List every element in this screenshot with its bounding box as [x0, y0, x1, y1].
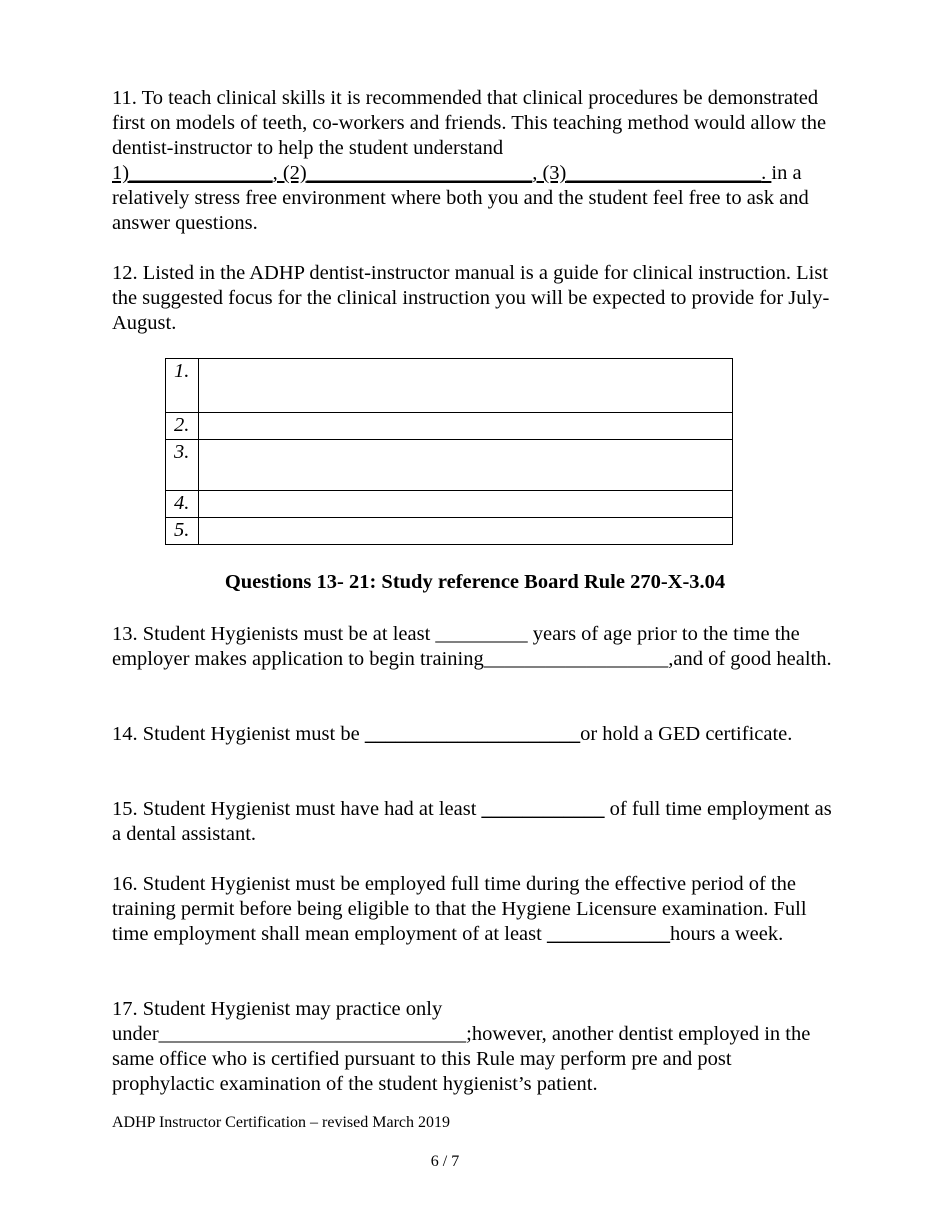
question-15: [112, 797, 832, 847]
row-number: 3.: [166, 440, 199, 491]
q13-text: 13. Student Hygienists must be at least _________ years of age prior to the time the employer makes application to begin training__________________,and of good health.: [112, 623, 832, 670]
question-13: [112, 622, 832, 672]
table-row: [166, 491, 733, 518]
q16-blank: ____________: [546, 923, 670, 945]
q15-blank: ____________: [481, 798, 605, 820]
table-row: [166, 440, 733, 491]
q16-text-end: hours a week.: [669, 923, 784, 945]
row-number: 4.: [166, 491, 199, 518]
q11-blank-3: ___________________: [566, 162, 762, 184]
question-11: [112, 86, 832, 236]
answer-cell[interactable]: [199, 518, 733, 545]
answer-cell[interactable]: [199, 491, 733, 518]
q11-text: 11. To teach clinical skills it is recommended that clinical procedures be demonstrated first on models of teeth, co-workers and friends. This teaching method would allow the dentist-instructor to help the student understand: [112, 87, 827, 159]
section-heading: Questions 13- 21: Study reference Board Rule 270-X-3.04: [224, 571, 726, 593]
row-number: 1.: [166, 359, 199, 413]
q14-text: 14. Student Hygienist must be: [112, 723, 365, 745]
answer-cell[interactable]: [199, 359, 733, 413]
row-number: 5.: [166, 518, 199, 545]
answer-cell[interactable]: [199, 413, 733, 440]
q11-sep-3: .: [761, 162, 772, 184]
question-16: [112, 872, 832, 947]
question-17: [112, 997, 832, 1097]
row-number: 2.: [166, 413, 199, 440]
q15-text: 15. Student Hygienist must have had at least: [112, 798, 482, 820]
q11-sep-2: , (3): [532, 162, 567, 184]
clinical-focus-table: [165, 358, 733, 545]
q11-text-end: in a relatively stress free environment where both you and the student feel free to ask and answer questions.: [112, 162, 809, 234]
question-12: [112, 261, 832, 336]
q14-text-end: or hold a GED certificate.: [580, 723, 793, 745]
question-14: [112, 722, 832, 747]
q11-blank-1: 1)______________: [112, 162, 273, 184]
q14-blank: _____________________: [364, 723, 581, 745]
q17-text: 17. Student Hygienist may practice only under______________________________;however, another dentist employed in the same office who is certified pursuant to this Rule may perform pre and post prophylactic examination of the student hygienist’s patient.: [112, 998, 811, 1095]
answer-cell[interactable]: [199, 440, 733, 491]
table-row: [166, 359, 733, 413]
table-row: [166, 518, 733, 545]
q11-blank-2: ______________________: [306, 162, 533, 184]
q11-sep-1: , (2): [272, 162, 307, 184]
q12-text: 12. Listed in the ADHP dentist-instructor manual is a guide for clinical instruction. List the suggested focus for the clinical instruction you will be expected to provide for July-August.: [112, 262, 830, 334]
q16-text: 16. Student Hygienist must be employed full time during the effective period of the training permit before being eligible to that the Hygiene Licensure examination. Full time employment shall mean employment of at least: [112, 873, 807, 945]
table-row: [166, 413, 733, 440]
page-number: 6 / 7: [430, 1153, 460, 1170]
footer-revision: ADHP Instructor Certification – revised March 2019: [112, 1114, 450, 1131]
q15-text-end: of full time employment as a dental assistant.: [112, 798, 832, 845]
